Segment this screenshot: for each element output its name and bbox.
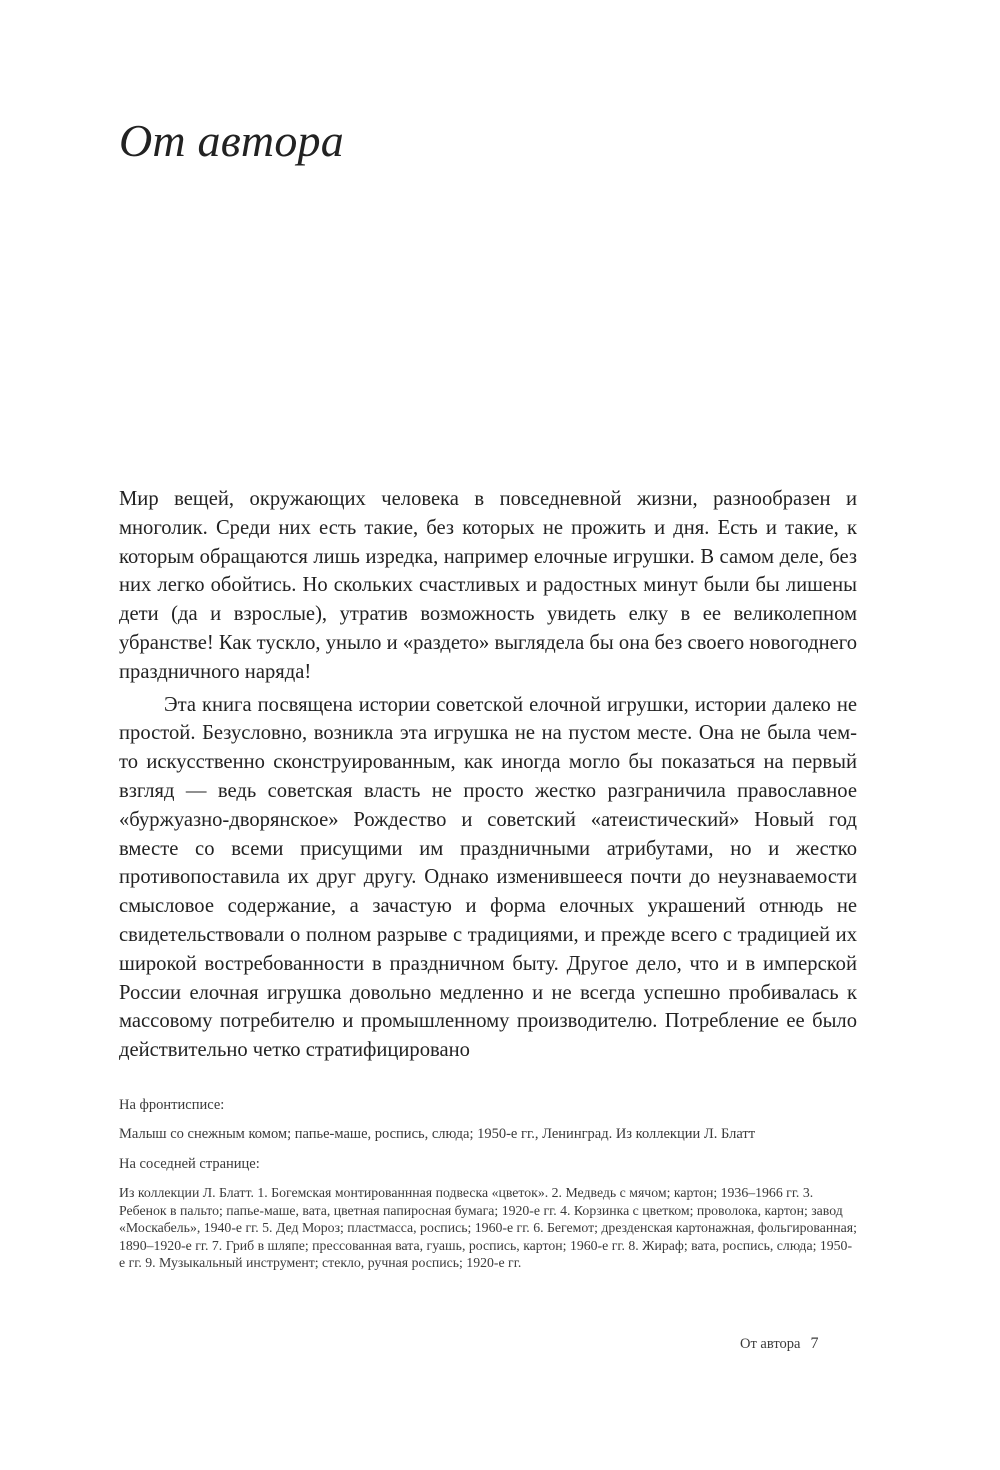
paragraph-1: Мир вещей, окружающих человека в повседневной жизни, разнообразен и многолик. Среди них есть такие, без которых не прожить и дня. Есть и такие, к которым обращаются лишь изредка, например елочные игрушки. В самом деле, без них легко обойтись. Но скольких счастливых и радостных минут были бы лишены дети (да и взрослые), утратив возможность увидеть елку в ее великолепном убранстве! Как тускло, уныло и «раздето» выглядела бы она без своего новогоднего праздничного наряда! [119, 488, 857, 683]
frontispiece-caption-text: Малыш со снежным комом; папье-маше, роспись, слюда; 1950-е гг., Ленинград. Из коллекции Л. Блатт [119, 1126, 756, 1142]
running-title: От автора [740, 1336, 801, 1352]
running-footer [740, 1335, 818, 1353]
main-text [119, 485, 857, 1065]
page-title: От автора [119, 115, 344, 166]
frontispiece-caption-label: На фронтисписе: [119, 1097, 225, 1113]
paragraph-2: Эта книга посвящена истории советской елочной игрушки, истории далеко не простой. Безусловно, возникла эта игрушка не на пустом месте. Она не была чем-то искусственно сконструированным, как иногда могло бы показаться на первый взгляд — ведь советская власть не просто жестко разграничила православное «буржуазно-дворянское» Рождество и советский «атеистический» Новый год вместе со всеми присущими им праздничными атрибутами, но и жестко противопоставила их друг другу. Однако изменившееся почти до неузнаваемости смысловое содержание, а зачастую и форма елочных украшений отнюдь не свидетельствовали о полном разрыве с традициями, и прежде всего с традицией их широкой востребованности в праздничном быту. Другое дело, что и в имперской России елочная игрушка довольно медленно и не всегда успешно пробивалась к массовому потребителю и промышленному производителю. Потребление ее было действительно четко стратифицировано [119, 693, 857, 1062]
illustration-captions [119, 1096, 857, 1284]
opposite-page-caption-text: Из коллекции Л. Блатт. 1. Богемская монтированнная подвеска «цветок». 2. Медведь с мячом; картон; 1936–1966 гг. 3. Ребенок в пальто; папье-маше, вата, цветная папиросная бумага; 1920-е гг. 4. Корзинка с цветком; проволока, картон; завод «Москабель», 1940-е гг. 5. Дед Мороз; пластмасса, роспись; 1960-е гг. 6. Бегемот; дрезденская картонажная, фольгированная; 1890–1920-е гг. 7. Гриб в шляпе; прессованная вата, гуашь, роспись, картон; 1960-е гг. 8. Жираф; вата, роспись, слюда; 1950-е гг. 9. Музыкальный инструмент; стекло, ручная роспись; 1920-е гг. [119, 1185, 857, 1270]
page-number: 7 [810, 1335, 819, 1352]
opposite-page-caption-label: На соседней странице: [119, 1156, 260, 1172]
